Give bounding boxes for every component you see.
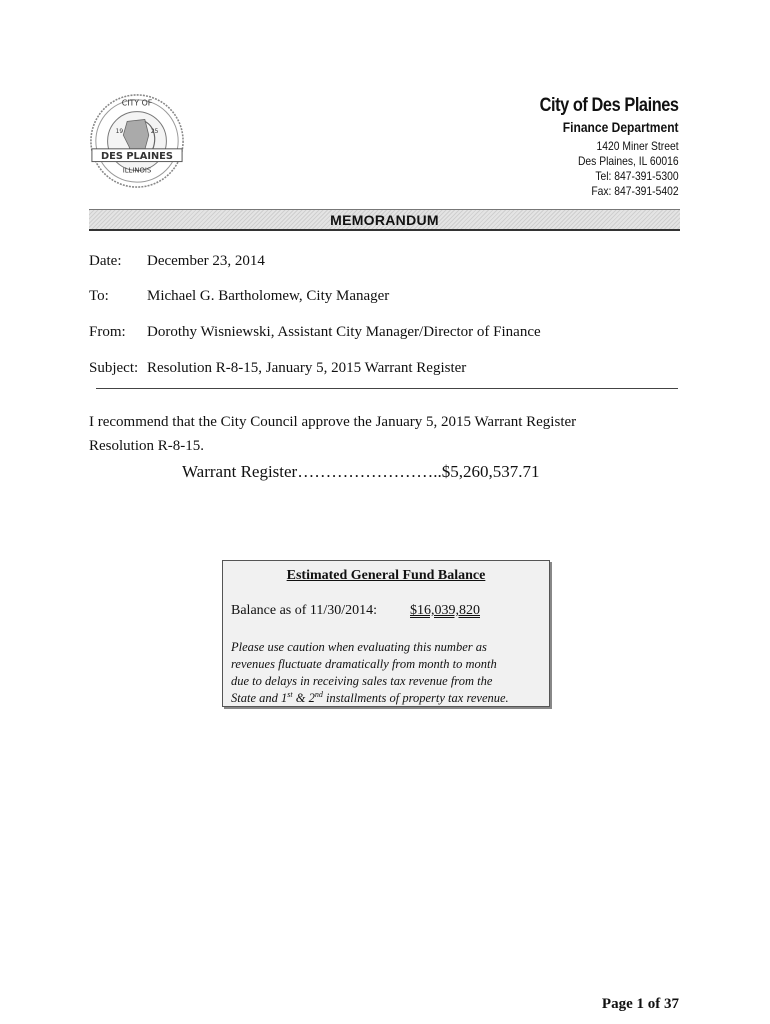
date-label: Date: bbox=[89, 253, 122, 269]
body-line-2: Resolution R-8-15. bbox=[89, 438, 204, 454]
note-line-3: due to delays in receiving sales tax revenue from the bbox=[231, 674, 493, 688]
fund-box-title: Estimated General Fund Balance bbox=[286, 568, 486, 583]
note-line-1: Please use caution when evaluating this number as bbox=[231, 640, 487, 654]
balance-label: Balance as of 11/30/2014: bbox=[231, 603, 378, 618]
date-value: December 23, 2014 bbox=[147, 253, 265, 269]
note-sup-second: nd bbox=[314, 689, 323, 699]
note-sup-first: st bbox=[287, 689, 293, 699]
org-department: Finance Department bbox=[563, 119, 679, 135]
to-label: To: bbox=[89, 288, 109, 304]
page-number: Page 1 of 37 bbox=[601, 996, 679, 1012]
org-name: City of Des Plaines bbox=[540, 95, 679, 116]
seal-top-text: CITY OF bbox=[121, 98, 153, 108]
note-line-4-part-b: & 2 bbox=[292, 691, 315, 705]
org-header bbox=[517, 95, 679, 199]
body-line-1: I recommend that the City Council approve the January 5, 2015 Warrant Register bbox=[89, 414, 577, 430]
fund-caution-note bbox=[231, 639, 543, 707]
seal-year-right: 25 bbox=[150, 129, 159, 136]
memo-title-bar bbox=[89, 209, 680, 231]
seal-year-left: 19 bbox=[115, 129, 124, 136]
from-label: From: bbox=[89, 324, 126, 340]
city-seal-logo bbox=[88, 92, 186, 190]
org-tel: Tel: 847-391-5300 bbox=[595, 169, 679, 183]
seal-bottom-text: ILLINOIS bbox=[122, 166, 152, 175]
note-line-4-part-a: State and 1 bbox=[231, 691, 288, 705]
org-street: 1420 Miner Street bbox=[596, 139, 679, 153]
org-city-state: Des Plaines, IL 60016 bbox=[578, 154, 679, 168]
from-value: Dorothy Wisniewski, Assistant City Manager/Director of Finance bbox=[147, 324, 541, 340]
subject-divider bbox=[96, 388, 678, 389]
subject-value: Resolution R-8-15, January 5, 2015 Warrant Register bbox=[147, 360, 467, 376]
note-line-4 bbox=[231, 690, 543, 707]
org-fax: Fax: 847-391-5402 bbox=[591, 184, 679, 198]
balance-value: $16,039,820 bbox=[410, 603, 480, 618]
note-line-4-part-c: installments of property tax revenue. bbox=[322, 691, 509, 705]
to-value: Michael G. Bartholomew, City Manager bbox=[147, 288, 390, 304]
fund-balance-box bbox=[222, 560, 550, 707]
warrant-register-total: Warrant Register……………………..$5,260,537.71 bbox=[182, 462, 540, 481]
memo-title: MEMORANDUM bbox=[330, 212, 439, 228]
note-line-2: revenues fluctuate dramatically from month to month bbox=[231, 657, 497, 671]
subject-label: Subject: bbox=[89, 360, 139, 376]
seal-band-text: DES PLAINES bbox=[101, 151, 173, 163]
